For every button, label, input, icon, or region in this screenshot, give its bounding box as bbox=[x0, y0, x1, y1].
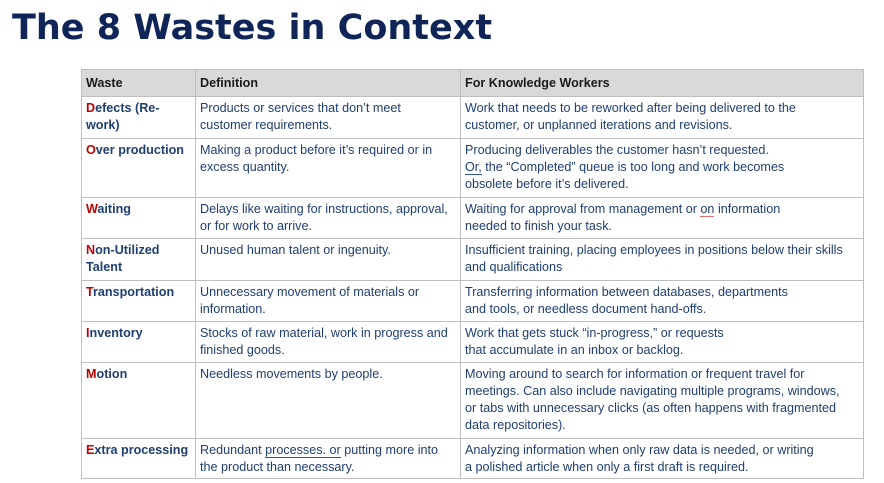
wastes-table bbox=[81, 69, 864, 479]
waste-initial: E bbox=[86, 443, 95, 457]
knowledge-line: Work that gets stuck “in-progress,” or requests bbox=[465, 326, 724, 340]
waste-cell bbox=[82, 281, 196, 322]
knowledge-line: Insufficient training, placing employees in positions below their skills bbox=[465, 243, 843, 257]
waste-name-rest: ver production bbox=[95, 143, 184, 157]
knowledge-line: obsolete before it’s delivered. bbox=[465, 177, 629, 191]
waste-name-rest: aiting bbox=[97, 202, 132, 216]
definition-cell bbox=[196, 322, 461, 363]
waste-name-rest: otion bbox=[96, 367, 128, 381]
page-title: The 8 Wastes in Context bbox=[12, 8, 493, 48]
waste-name-rest: ransportation bbox=[93, 285, 175, 299]
knowledge-line: or tabs with unnecessary clicks (as often happens with fragmented bbox=[465, 401, 837, 415]
table-row bbox=[82, 139, 864, 198]
table-row bbox=[82, 198, 864, 239]
table-row bbox=[82, 239, 864, 281]
definition-line: finished goods. bbox=[200, 343, 285, 357]
knowledge-line: and tools, or needless document hand-offs. bbox=[465, 302, 707, 316]
underlined-phrase: processes. or bbox=[265, 443, 341, 457]
knowledge-cell bbox=[461, 97, 864, 139]
knowledge-cell bbox=[461, 139, 864, 198]
waste-cell bbox=[82, 439, 196, 479]
definition-cell bbox=[196, 239, 461, 281]
knowledge-line: meetings. Can also include navigating multiple programs, windows, bbox=[465, 384, 840, 398]
knowledge-line bbox=[465, 201, 859, 218]
waste-initial: N bbox=[86, 243, 96, 257]
waste-name-rest: nventory bbox=[89, 326, 143, 340]
table-row bbox=[82, 363, 864, 439]
table-row bbox=[82, 97, 864, 139]
knowledge-cell bbox=[461, 322, 864, 363]
knowledge-text: Waiting for approval from management or bbox=[465, 202, 697, 216]
header-waste: Waste bbox=[82, 70, 196, 97]
definition-cell bbox=[196, 198, 461, 239]
definition-line bbox=[200, 442, 456, 459]
waste-cell bbox=[82, 322, 196, 363]
waste-initial: D bbox=[86, 101, 96, 115]
waste-cell bbox=[82, 363, 196, 439]
waste-name-rest: xtra processing bbox=[94, 443, 189, 457]
definition-cell bbox=[196, 439, 461, 479]
definition-line: excess quantity. bbox=[200, 160, 290, 174]
waste-initial: T bbox=[86, 285, 93, 299]
definition-cell bbox=[196, 281, 461, 322]
definition-line: information. bbox=[200, 302, 266, 316]
definition-line: Needless movements by people. bbox=[200, 367, 383, 381]
definition-cell bbox=[196, 97, 461, 139]
table-row bbox=[82, 439, 864, 479]
definition-line: the product than necessary. bbox=[200, 460, 355, 474]
knowledge-cell bbox=[461, 363, 864, 439]
waste-initial: M bbox=[86, 367, 97, 381]
waste-cell bbox=[82, 239, 196, 281]
knowledge-cell bbox=[461, 198, 864, 239]
knowledge-cell bbox=[461, 281, 864, 322]
definition-cell bbox=[196, 139, 461, 198]
knowledge-line: needed to finish your task. bbox=[465, 219, 613, 233]
waste-name-rest: efects (Re-work) bbox=[86, 101, 160, 132]
knowledge-line: Transferring information between databases, departments bbox=[465, 285, 788, 299]
knowledge-line: Moving around to search for information or frequent travel for bbox=[465, 367, 805, 381]
definition-line: Products or services that don’t meet bbox=[200, 101, 401, 115]
table-row bbox=[82, 281, 864, 322]
definition-cell bbox=[196, 363, 461, 439]
knowledge-cell bbox=[461, 439, 864, 479]
header-definition: Definition bbox=[196, 70, 461, 97]
knowledge-line-text: the “Completed” queue is too long and work becomes bbox=[485, 160, 785, 174]
knowledge-line: that accumulate in an inbox or backlog. bbox=[465, 343, 684, 357]
knowledge-cell bbox=[461, 239, 864, 281]
table-header-row bbox=[82, 70, 864, 97]
definition-line: customer requirements. bbox=[200, 118, 333, 132]
waste-initial: I bbox=[86, 326, 90, 340]
header-knowledge-workers: For Knowledge Workers bbox=[461, 70, 864, 97]
spellcheck-word: on bbox=[700, 202, 715, 216]
knowledge-line: customer, or unplanned iterations and revisions. bbox=[465, 118, 733, 132]
waste-initial: W bbox=[86, 202, 98, 216]
definition-line: Stocks of raw material, work in progress and bbox=[200, 326, 448, 340]
knowledge-line: a polished article when only a first draft is required. bbox=[465, 460, 749, 474]
definition-line: Unnecessary movement of materials or bbox=[200, 285, 420, 299]
waste-cell bbox=[82, 198, 196, 239]
knowledge-text: information bbox=[717, 202, 781, 216]
definition-line: Delays like waiting for instructions, approval, bbox=[200, 202, 448, 216]
waste-cell bbox=[82, 139, 196, 198]
knowledge-line bbox=[465, 159, 859, 176]
or-prefix: Or, bbox=[465, 160, 482, 174]
table-row bbox=[82, 322, 864, 363]
waste-cell bbox=[82, 97, 196, 139]
definition-line: Unused human talent or ingenuity. bbox=[200, 243, 391, 257]
knowledge-line: Analyzing information when only raw data is needed, or writing bbox=[465, 443, 814, 457]
definition-line: Making a product before it’s required or in bbox=[200, 143, 433, 157]
knowledge-line: data repositories). bbox=[465, 418, 566, 432]
definition-line: or for work to arrive. bbox=[200, 219, 312, 233]
knowledge-line: Producing deliverables the customer hasn’t requested. bbox=[465, 143, 769, 157]
knowledge-line: and qualifications bbox=[465, 260, 563, 274]
definition-text: putting more into bbox=[344, 443, 439, 457]
definition-text: Redundant bbox=[200, 443, 262, 457]
knowledge-line: Work that needs to be reworked after being delivered to the bbox=[465, 101, 796, 115]
waste-name-rest: on-Utilized Talent bbox=[86, 243, 160, 274]
waste-initial: O bbox=[86, 143, 96, 157]
